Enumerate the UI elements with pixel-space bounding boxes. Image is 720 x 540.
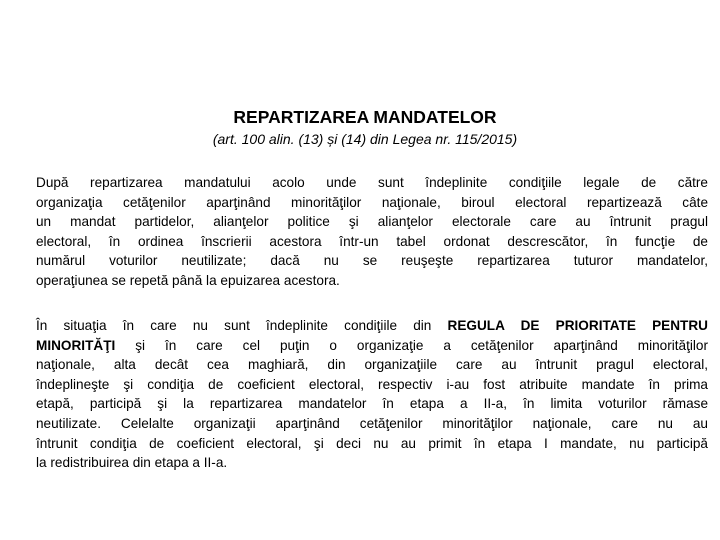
text-line: [36, 316, 708, 336]
text-line: organizaţia cetăţenilor aparţinând minorităţilor naţionale, biroul electoral repartizează câte: [36, 194, 708, 210]
text-line: naţionale, alta decât cea maghiară, din organizaţiile care au întrunit pragul electoral,: [36, 357, 708, 373]
text-segment: În situaţia în care nu sunt îndeplinite condiţiile din: [36, 318, 448, 333]
text-line: un mandat partidelor, alianţelor politice şi alianţelor electorale care au întrunit pragul: [36, 214, 708, 230]
legal-reference: (art. 100 alin. (13) și (14) din Legea nr. 115/2015): [212, 131, 518, 147]
bold-rule-name: MINORITĂŢI: [36, 337, 116, 353]
text-line: întrunit condiţia de coeficient electoral, şi deci nu au primit în etapa I mandate, nu participă: [36, 435, 708, 451]
text-line: electoral, în ordinea înscrierii acestora într-un tabel ordonat descrescător, în funcţie de: [36, 233, 708, 249]
paragraph-seat-allocation: [36, 173, 708, 291]
text-segment: şi în care cel puţin o organizaţie a cetăţenilor aparţinând minorităţilor: [115, 337, 708, 353]
paragraph-minority-rule: [36, 316, 708, 473]
text-line: la redistribuirea din etapa a II-a.: [36, 455, 228, 471]
text-line: etapă, participă şi la repartizarea mandatelor în etapa a II-a, în limita voturilor rămase: [36, 396, 708, 412]
text-line: îndeplineşte şi condiţia de coeficient electoral, respectiv i-au fost atribuite mandate în prima: [36, 376, 708, 392]
page-title: REPARTIZAREA MANDATELOR: [233, 107, 497, 127]
text-line: numărul voturilor neutilizate; dacă nu se reuşeşte repartizarea tuturor mandatelor,: [36, 253, 708, 269]
text-line: operaţiunea se repetă până la epuizarea acestora.: [36, 272, 340, 288]
text-line: [36, 336, 708, 356]
bold-rule-name: REGULA DE PRIORITATE PENTRU: [447, 318, 708, 333]
text-line: După repartizarea mandatului acolo unde sunt îndeplinite condiţiile legale de către: [36, 175, 708, 190]
text-line: neutilizate. Celelalte organizaţii aparţinând cetăţenilor minorităţilor naţionale, care nu au: [36, 415, 708, 431]
